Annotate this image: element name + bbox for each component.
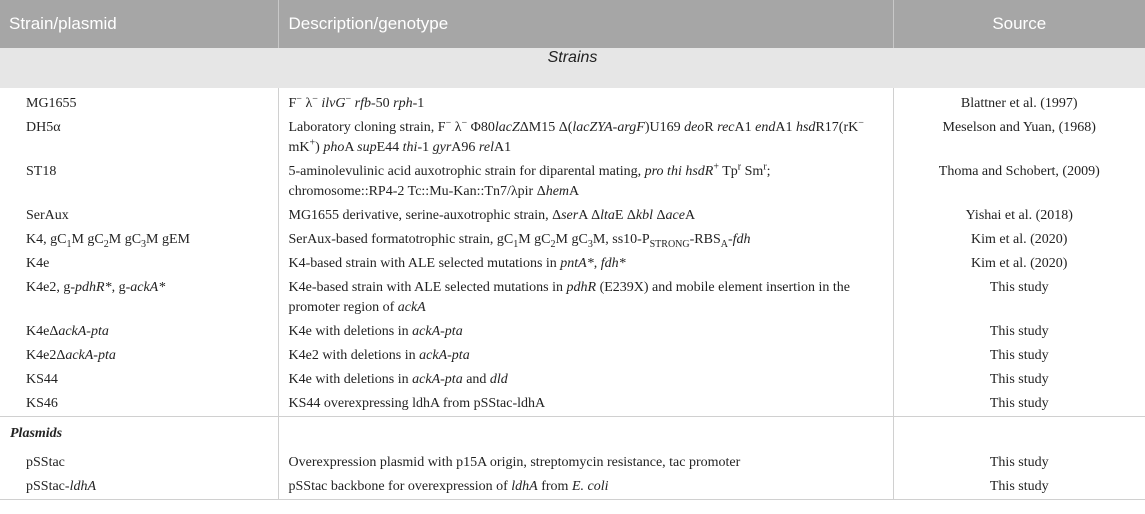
table-row (0, 228, 1145, 252)
strain-name: ST18 (0, 160, 278, 204)
strain-source: Meselson and Yuan, (1968) (942, 120, 1096, 135)
plasmid-description: Overexpression plasmid with p15A origin, streptomycin resistance, tac promoter (278, 451, 893, 475)
header-description: Description/genotype (278, 0, 893, 48)
plasmid-source: This study (989, 455, 1049, 470)
strain-source: Thoma and Schobert, (2009) (938, 164, 1100, 179)
strain-description: K4e with deletions in ackA-pta and dld (278, 368, 893, 392)
strain-name: KS44 (0, 368, 278, 392)
strain-name: K4e (0, 252, 278, 276)
table-row (0, 88, 1145, 116)
table-row (0, 276, 1145, 320)
strain-name: K4e2, g-pdhR*, g-ackA* (0, 276, 278, 320)
strain-description: K4-based strain with ALE selected mutations in pntA*, fdh* (278, 252, 893, 276)
strain-source: Blattner et al. (1997) (960, 96, 1078, 111)
strain-source: Kim et al. (2020) (971, 232, 1068, 247)
strain-description: KS44 overexpressing ldhA from pSStac-ldhA (278, 392, 893, 417)
table-row (0, 475, 1145, 500)
table-row (0, 344, 1145, 368)
table-row (0, 320, 1145, 344)
strain-name: KS46 (0, 392, 278, 417)
plasmid-source: This study (989, 479, 1049, 494)
section-strains-label: Strains (0, 48, 1145, 88)
section-plasmids-row (0, 417, 1145, 452)
table-row (0, 451, 1145, 475)
table-row (0, 160, 1145, 204)
strain-source: Kim et al. (2020) (971, 256, 1068, 271)
strain-name: K4, $gC_1M$ $gC_2M$ $gC_3M$ gEM (0, 228, 278, 252)
plasmid-description: pSStac backbone for overexpression of ldhA from E. coli (278, 475, 893, 500)
table-row (0, 204, 1145, 228)
strain-description: K4e-based strain with ALE selected mutations in pdhR (E239X) and mobile element insertion in the promoter region of ackA (278, 276, 893, 320)
strain-name: DH5α (0, 116, 278, 160)
strain-source: This study (989, 348, 1049, 363)
strain-description: K4e2 with deletions in ackA-pta (278, 344, 893, 368)
strain-description: SerAux-based formatotrophic strain, $gC_1M$ $gC_2M$ $gC_3M$, $ss10-P_{STRONG}-RBS_A$-fdh (278, 228, 893, 252)
strain-description: F− λ− ilvG− rfb-50 rph-1 (278, 88, 893, 116)
table-row (0, 392, 1145, 417)
header-source: Source (893, 0, 1145, 48)
strain-source: This study (989, 324, 1049, 339)
strain-description: Laboratory cloning strain, F− λ− Φ80lacZΔM15 Δ(lacZYA-argF)U169 deoR recA1 endA1 hsdR17(rK− mK+) phoA supE44 thi-1 gyrA96 relA1 (278, 116, 893, 160)
plasmid-name: pSStac (0, 451, 278, 475)
strain-description: MG1655 derivative, serine-auxotrophic strain, ΔserA ΔltaE Δkbl ΔaceA (278, 204, 893, 228)
strain-source: This study (989, 280, 1049, 295)
strain-name: K4e2ΔackA-pta (0, 344, 278, 368)
table-row (0, 368, 1145, 392)
strain-name: K4eΔackA-pta (0, 320, 278, 344)
table-row (0, 252, 1145, 276)
strain-name: SerAux (0, 204, 278, 228)
plasmid-name: pSStac-ldhA (0, 475, 278, 500)
section-strains-row (0, 48, 1145, 88)
header-row (0, 0, 1145, 48)
strain-name: MG1655 (0, 88, 278, 116)
strain-source: Yishai et al. (2018) (965, 208, 1073, 223)
strain-source: This study (989, 372, 1049, 387)
table-row (0, 116, 1145, 160)
section-plasmids-label: Plasmids (0, 417, 278, 452)
strain-source: This study (989, 396, 1049, 411)
strain-description: 5-aminolevulinic acid auxotrophic strain for diparental mating, pro thi hsdR+ Tp$^r$ Sm$^r$; chromosome::RP4-2 Tc::Mu-Kan::Tn7/λpir ΔhemA (278, 160, 893, 204)
header-strain-plasmid: Strain/plasmid (0, 0, 278, 48)
strain-description: K4e with deletions in ackA-pta (278, 320, 893, 344)
